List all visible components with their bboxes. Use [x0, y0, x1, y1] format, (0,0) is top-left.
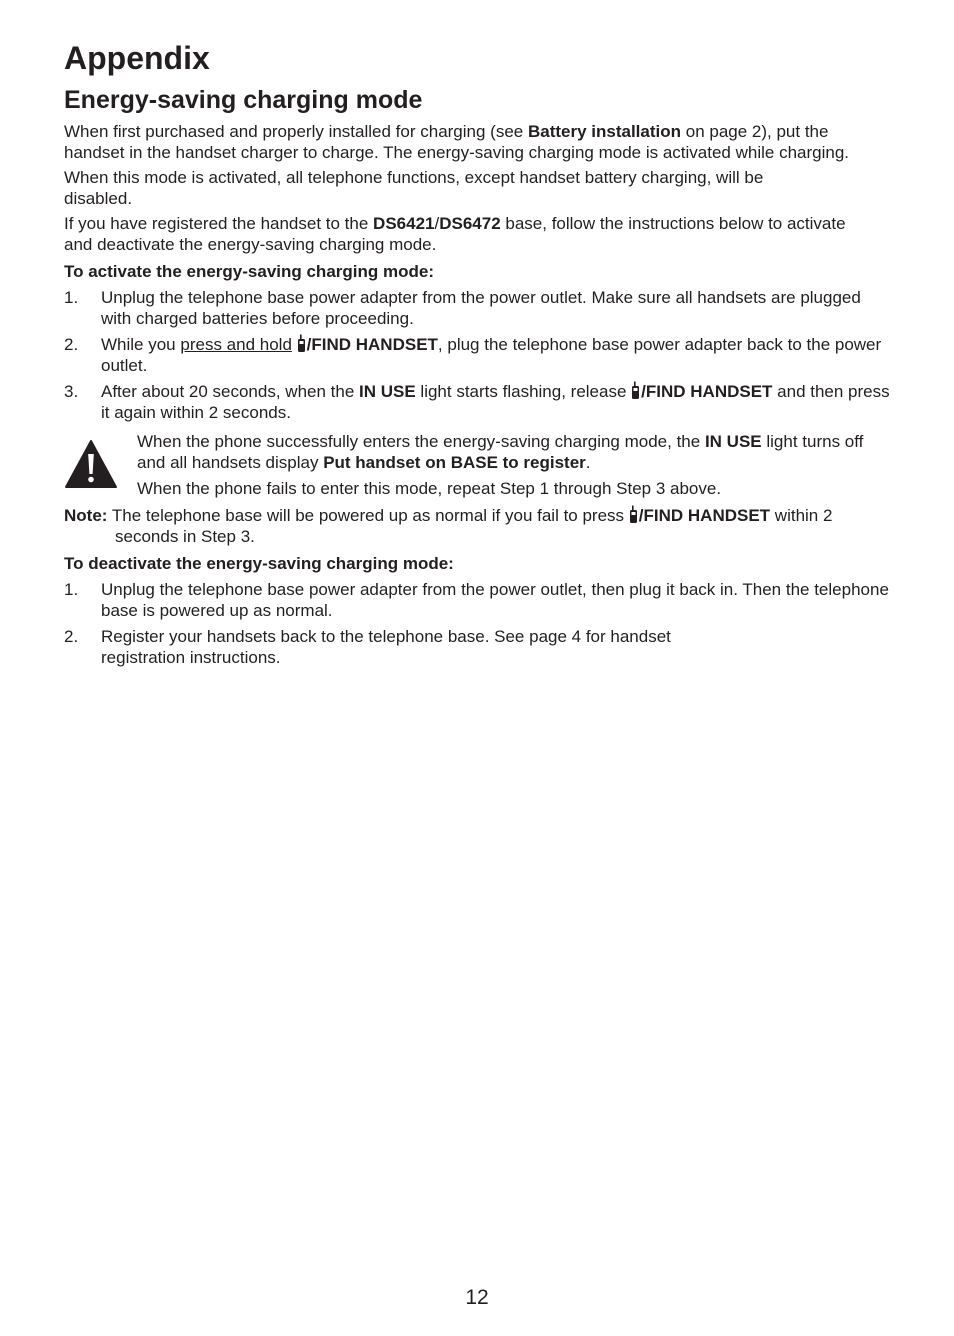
warning-callout: [64, 431, 894, 499]
model-ds6472: DS6472: [439, 214, 501, 233]
find-handset-key: /FIND HANDSET: [638, 506, 771, 525]
page-number: 12: [465, 1286, 489, 1309]
intro-paragraph-1: When first purchased and properly installed for charging (see Battery installation on page 2), put the handset in the handset charger to charge. The energy-saving charging mode is activated while charging.: [64, 122, 849, 162]
step-number: 3.: [64, 382, 79, 401]
activate-step-1: 1. Unplug the telephone base power adapter from the power outlet. Make sure all handsets are plugged with charged batteries before proceeding.: [64, 288, 861, 328]
find-handset-key: /FIND HANDSET: [641, 382, 773, 401]
activate-step-3: 3. After about 20 seconds, when the IN USE light starts flashing, release /FIND HANDSET and then press it again within 2 seconds.: [64, 382, 890, 422]
warning-paragraph-2: When the phone fails to enter this mode, repeat Step 1 through Step 3 above.: [137, 479, 722, 498]
handset-icon: [297, 334, 306, 353]
warning-paragraph-1: When the phone successfully enters the energy-saving charging mode, the IN USE light turns off and all handsets display Put handset on BASE to register.: [137, 432, 864, 472]
step-number: 2.: [64, 335, 79, 354]
deactivate-step-2: 2. Register your handsets back to the telephone base. See page 4 for handset registration instructions.: [64, 627, 671, 667]
note-label: Note:: [64, 506, 108, 525]
intro-paragraph-3: If you have registered the handset to the DS6421/DS6472 base, follow the instructions below to activate and deactivate the energy-saving charging mode.: [64, 214, 846, 254]
note-paragraph: Note: The telephone base will be powered up as normal if you fail to press /FIND HANDSET within 2 seconds in Step 3.: [64, 506, 833, 546]
press-and-hold-text: press and hold: [180, 335, 292, 354]
step-number: 1.: [64, 580, 79, 599]
page-title: Appendix: [64, 40, 210, 76]
activate-step-2: 2. While you press and hold /FIND HANDSET, plug the telephone base power adapter back to the power outlet.: [64, 335, 882, 375]
handset-icon: [629, 505, 638, 524]
handset-icon: [631, 381, 640, 400]
activate-heading: To activate the energy-saving charging mode:: [64, 262, 434, 281]
warning-triangle-icon: [64, 439, 118, 489]
deactivate-steps-list: [64, 579, 894, 668]
activate-steps-list: [64, 287, 894, 423]
display-message: Put handset on BASE to register: [323, 453, 586, 472]
battery-installation-reference: Battery installation: [527, 122, 682, 141]
deactivate-heading: To deactivate the energy-saving charging mode:: [64, 554, 454, 573]
intro-paragraph-2: When this mode is activated, all telephone functions, except handset battery charging, will be disabled.: [64, 168, 764, 208]
document-body: [64, 121, 894, 673]
in-use-light-label: IN USE: [359, 382, 416, 401]
deactivate-step-1: 1. Unplug the telephone base power adapter from the power outlet, then plug it back in. Then the telephone base is powered up as normal.: [64, 580, 889, 620]
step-number: 1.: [64, 288, 79, 307]
find-handset-key: /FIND HANDSET: [306, 335, 438, 354]
model-ds6421: DS6421: [373, 214, 435, 233]
in-use-light-label: IN USE: [704, 432, 762, 451]
section-title: Energy-saving charging mode: [64, 86, 423, 114]
step-number: 2.: [64, 627, 79, 646]
